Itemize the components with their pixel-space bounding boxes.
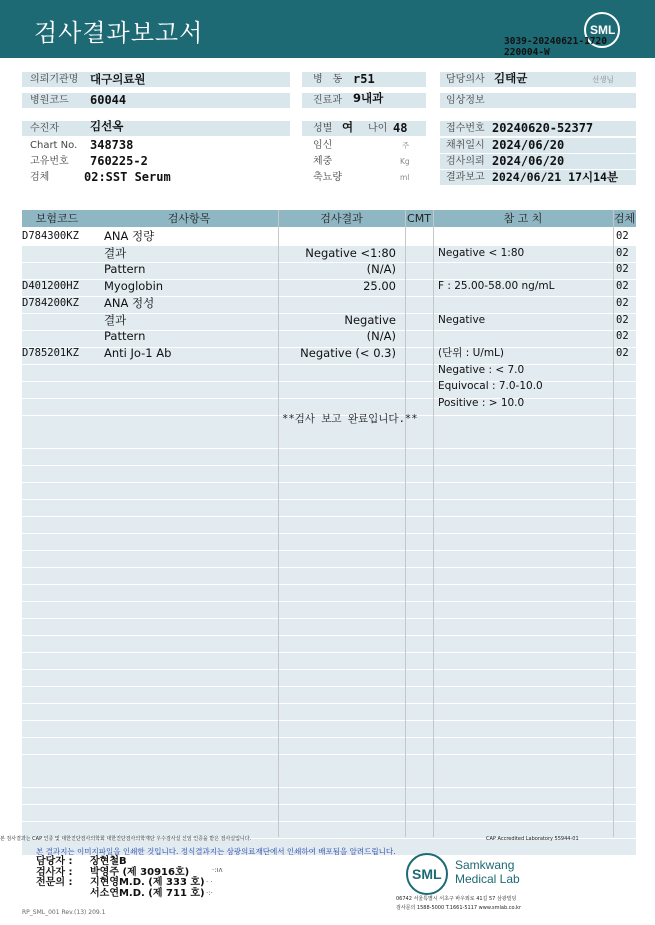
- signature-mark: · ·: [206, 878, 213, 886]
- table-stripe: [22, 788, 636, 804]
- test-result-cell: Negative (< 0.3): [300, 345, 396, 360]
- table-stripe: [22, 483, 636, 499]
- sex-label: 성별: [313, 123, 333, 134]
- request-date-value: 2024/06/20: [492, 154, 565, 168]
- column-header-code: 보험코드: [35, 212, 79, 225]
- weight-unit: Kg: [400, 157, 410, 166]
- urine-volume-unit: ml: [400, 173, 410, 182]
- receipt-no-value: 20240620-52377: [492, 121, 594, 135]
- ward-value: r51: [353, 72, 375, 86]
- test-item-cell: ANA 정량: [104, 229, 155, 243]
- institution-value: 대구의료원: [90, 72, 146, 86]
- reference-range-cell: Positive : > 10.0: [438, 397, 525, 409]
- ward-label: 병 동: [313, 74, 343, 85]
- insurance-code-cell: D785201KZ: [22, 346, 79, 359]
- specimen-cell: 02: [616, 246, 629, 259]
- table-stripe: [22, 534, 636, 550]
- signer-name: 서소연M.D. (제 711 호): [90, 888, 205, 899]
- specimen-cell: 02: [616, 263, 629, 276]
- reference-range-cell: Negative : < 7.0: [438, 363, 525, 376]
- column-header-cmt: CMT: [407, 212, 431, 225]
- table-stripe: [22, 551, 636, 567]
- table-stripe: [22, 517, 636, 533]
- table-stripe: [22, 585, 636, 601]
- test-result-cell: 25.00: [363, 279, 396, 294]
- table-stripe: [22, 721, 636, 737]
- page-title: 검사결과보고서: [34, 19, 204, 47]
- signature-mark: ·:ıʌ: [212, 866, 223, 874]
- table-stripe: [22, 619, 636, 635]
- test-result-cell: Negative: [344, 312, 396, 327]
- chart-no-label: Chart No.: [30, 140, 78, 151]
- table-stripe: [22, 568, 636, 584]
- department-label: 진료과: [313, 95, 342, 106]
- clinical-info-label: 임상정보: [446, 95, 485, 106]
- table-stripe: [22, 755, 636, 771]
- table-stripe: [22, 771, 636, 787]
- age-label: 나이: [368, 123, 388, 134]
- collection-date-label: 채취일시: [446, 140, 485, 151]
- table-stripe: [22, 653, 636, 669]
- specimen-cell: 02: [616, 296, 629, 309]
- pregnancy-unit: 주: [402, 141, 410, 150]
- table-stripe: [22, 432, 636, 448]
- table-stripe: [22, 636, 636, 652]
- unique-no-value: 760225-2: [90, 154, 148, 168]
- column-divider: [613, 210, 614, 837]
- column-header-specimen: 검체: [613, 212, 636, 225]
- column-header-item: 검사항목: [167, 212, 211, 225]
- test-item-cell: Pattern: [104, 262, 146, 277]
- test-item-cell: Pattern: [104, 329, 146, 344]
- reference-range-cell: (단위 : U/mL): [438, 346, 504, 359]
- specimen-value: 02:SST Serum: [84, 170, 171, 184]
- specimen-cell: 02: [616, 346, 629, 359]
- report-date-value: 2024/06/21 17시14분: [492, 170, 619, 184]
- table-stripe: [22, 704, 636, 720]
- hospital-code-label: 병원코드: [30, 95, 69, 106]
- signature-mark: ·:·: [206, 889, 213, 897]
- specimen-label: 검체: [30, 172, 50, 183]
- report-complete-message: **검사 보고 완료입니다.**: [282, 413, 418, 425]
- table-stripe: [22, 500, 636, 516]
- signer-name: 지현영M.D. (제 333 호): [90, 877, 205, 888]
- test-item-cell: 결과: [104, 245, 127, 260]
- table-stripe: [22, 602, 636, 618]
- patient-label: 수진자: [30, 123, 59, 134]
- test-result-cell: (N/A): [366, 262, 396, 277]
- column-header-reference: 참 고 치: [503, 212, 543, 225]
- table-stripe: [22, 449, 636, 465]
- test-item-cell: Myoglobin: [104, 279, 164, 294]
- signer-label: 검사자 :: [36, 867, 73, 878]
- table-stripe: [22, 670, 636, 686]
- insurance-code-cell: D401200HZ: [22, 280, 79, 293]
- receipt-no-label: 접수번호: [446, 123, 485, 134]
- test-result-cell: (N/A): [366, 329, 396, 344]
- reference-range-cell: F : 25.00-58.00 ng/mL: [438, 280, 555, 293]
- form-id: RP_SML_001 Rev.(13) 209.1: [22, 909, 106, 916]
- table-stripe: [22, 738, 636, 754]
- test-item-cell: ANA 정성: [104, 295, 155, 310]
- chart-no-value: 348738: [90, 138, 134, 152]
- column-divider: [278, 210, 279, 837]
- specimen-cell: 02: [616, 313, 629, 326]
- age-value: 48: [393, 121, 408, 135]
- doctor-label: 담당의사: [446, 74, 485, 85]
- lab-address: 06742 서울특별시 서초구 바우뫼로 41길 57 삼광빌딩: [396, 896, 517, 902]
- doctor-value: 김태균: [494, 71, 528, 85]
- sml-logo-icon: SML: [584, 12, 620, 48]
- patient-value: 김선옥: [90, 119, 124, 133]
- department-value: 9내과: [353, 91, 384, 105]
- signer-label: 담당자 :: [36, 856, 73, 867]
- hospital-code-value: 60044: [90, 93, 127, 107]
- specimen-cell: 02: [616, 230, 629, 242]
- unique-no-label: 고유번호: [30, 156, 69, 167]
- test-item-cell: 결과: [104, 312, 127, 327]
- reference-range-cell: Negative: [438, 313, 486, 326]
- signer-label: 전문의 :: [36, 877, 73, 888]
- lab-name: Samkwang Medical Lab: [455, 858, 520, 886]
- cap-accreditation: CAP Accredited Laboratory 55944-01: [486, 836, 579, 842]
- signer-name: 장현철B: [90, 856, 127, 867]
- reference-range-cell: Equivocal : 7.0-10.0: [438, 380, 543, 393]
- doctor-suffix: 선생님: [592, 75, 614, 84]
- report-date-label: 결과보고: [446, 172, 485, 183]
- table-stripe: [22, 466, 636, 482]
- info-bar: [22, 121, 290, 136]
- sml-logo-icon: SML: [406, 853, 448, 895]
- test-result-cell: Negative <1:80: [305, 245, 396, 260]
- specimen-cell: 02: [616, 330, 629, 343]
- request-date-label: 검사의뢰: [446, 156, 485, 167]
- signer-name: 박영주 (제 30916호): [90, 867, 190, 878]
- lab-contact: 검사문의 1588-5000 T.1661-5117 www.smlab.co.kr: [396, 905, 521, 911]
- column-header-result: 검사결과: [320, 212, 363, 225]
- insurance-code-cell: D784200KZ: [22, 296, 79, 309]
- column-divider: [405, 210, 406, 837]
- column-divider: [433, 210, 434, 837]
- weight-label: 체중: [313, 156, 333, 167]
- sex-value: 여: [342, 120, 354, 134]
- collection-date-value: 2024/06/20: [492, 138, 565, 152]
- report-code: 3039-20240621-1720 220004-W: [504, 36, 607, 58]
- insurance-code-cell: D784300KZ: [22, 230, 79, 242]
- table-stripe: [22, 687, 636, 703]
- test-item-cell: Anti Jo-1 Ab: [104, 345, 172, 360]
- institution-label: 의뢰기관명: [30, 74, 79, 85]
- accreditation-note: 본 검사결과는 CAP 인증 및 대한진단검사의학회 대한진단검사의학재단 우수검사실 신임 인증을 받은 검사실입니다.: [0, 836, 252, 842]
- reference-range-cell: Negative < 1:80: [438, 246, 525, 259]
- pregnancy-label: 임신: [313, 140, 333, 151]
- image-copy-notice: 본 결과지는 이미지파일을 인쇄한 것입니다. 정식결과지는 삼광의료재단에서 인쇄하여 배포됨을 알려드립니다.: [36, 847, 396, 856]
- urine-volume-label: 축뇨량: [313, 172, 342, 183]
- table-stripe: [22, 805, 636, 821]
- specimen-cell: 02: [616, 280, 629, 293]
